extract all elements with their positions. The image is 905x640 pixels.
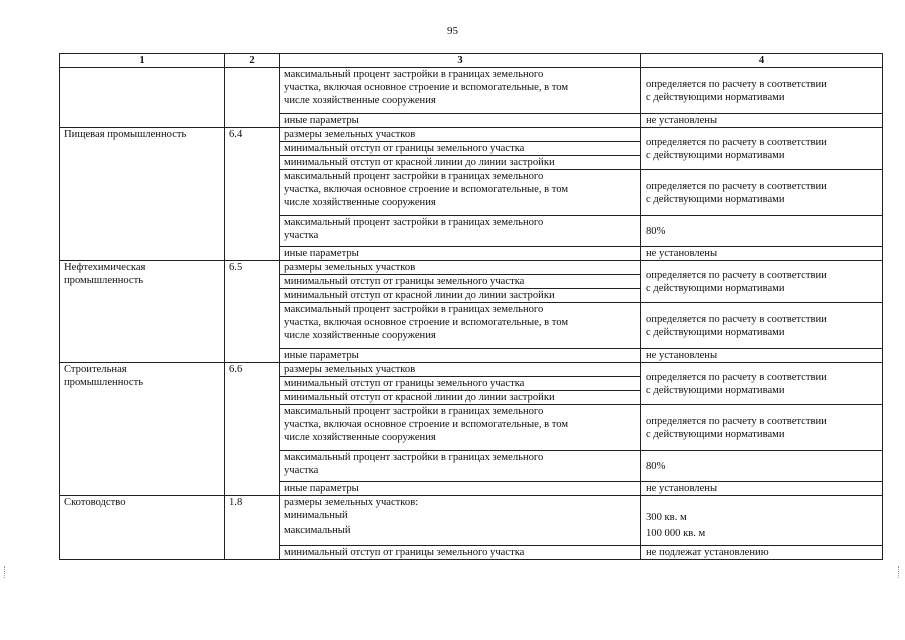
min-plot-value: 300 кв. м [646,512,687,523]
parameter-cell: максимальный процент застройки в границах земельного участка, включая основное строение и вспомогательные, в том числе хозяйственные сооружения [280,405,641,451]
value-cell: не установлены [641,247,883,261]
value-cell: не подлежат установлению [641,546,883,560]
value-cell: определяется по расчету в соответствии с действующими нормативами [641,128,883,170]
maximum-label: максимальный [284,525,351,536]
parameter-cell: минимальный отступ от границы земельного участка [280,377,641,391]
table-header-row [60,54,883,68]
section-code: 6.6 [225,363,280,496]
parameter-cell: размеры земельных участков [280,128,641,142]
value-cell: 80% [641,451,883,482]
value-cell: определяется по расчету в соответствии с действующими нормативами [641,68,883,114]
column-header-1: 1 [60,54,225,68]
parameter-cell: иные параметры [280,482,641,496]
value-cell: определяется по расчету в соответствии с действующими нормативами [641,303,883,349]
max-plot-value: 100 000 кв. м [646,528,706,539]
left-edge-mark [4,566,7,578]
parameter-cell: минимальный отступ от границы земельного участка [280,275,641,289]
section-code: 6.4 [225,128,280,261]
section-code: 6.5 [225,261,280,363]
page-number: 95 [447,25,458,37]
parameter-cell: максимальный процент застройки в границах земельного участка [280,451,641,482]
value-cell: определяется по расчету в соответствии с действующими нормативами [641,363,883,405]
value-cell: определяется по расчету в соответствии с действующими нормативами [641,405,883,451]
value-cell: определяется по расчету в соответствии с действующими нормативами [641,261,883,303]
value-cell: не установлены [641,114,883,128]
value-cell [641,496,883,546]
section-name: Скотоводство [60,496,225,560]
section-name-cell [60,68,225,128]
right-edge-mark [898,566,901,578]
parameter-cell: минимальный отступ от красной линии до линии застройки [280,289,641,303]
parameter-cell: максимальный процент застройки в границах земельного участка, включая основное строение и вспомогательные, в том числе хозяйственные сооружения [280,68,641,114]
parameter-cell: минимальный отступ от границы земельного участка [280,546,641,560]
parameter-cell: размеры земельных участков [280,363,641,377]
value-cell: определяется по расчету в соответствии с действующими нормативами [641,170,883,216]
section-name: Пищевая промышленность [60,128,225,261]
parameter-cell: максимальный процент застройки в границах земельного участка, включая основное строение и вспомогательные, в том числе хозяйственные сооружения [280,170,641,216]
table-row [60,128,883,142]
parameter-cell: иные параметры [280,114,641,128]
table-row [60,496,883,546]
parameter-cell: минимальный отступ от границы земельного участка [280,142,641,156]
section-name: Строительная промышленность [60,363,225,496]
parameter-cell [280,496,641,546]
column-header-4: 4 [641,54,883,68]
parameter-cell: иные параметры [280,349,641,363]
column-header-2: 2 [225,54,280,68]
section-code-cell [225,68,280,128]
parameter-cell: размеры земельных участков [280,261,641,275]
minimum-label: минимальный [284,510,348,521]
parameter-cell: максимальный процент застройки в границах земельного участка [280,216,641,247]
regulations-table [59,53,883,560]
parameter-cell: максимальный процент застройки в границах земельного участка, включая основное строение и вспомогательные, в том числе хозяйственные сооружения [280,303,641,349]
parameter-cell: иные параметры [280,247,641,261]
table-row [60,68,883,114]
value-cell: не установлены [641,482,883,496]
table-row [60,261,883,275]
value-cell: 80% [641,216,883,247]
table-row [60,363,883,377]
plot-sizes-label: размеры земельных участков: [284,497,419,508]
parameter-cell: минимальный отступ от красной линии до линии застройки [280,156,641,170]
section-code: 1.8 [225,496,280,560]
section-name: Нефтехимическая промышленность [60,261,225,363]
column-header-3: 3 [280,54,641,68]
parameter-cell: минимальный отступ от красной линии до линии застройки [280,391,641,405]
value-cell: не установлены [641,349,883,363]
